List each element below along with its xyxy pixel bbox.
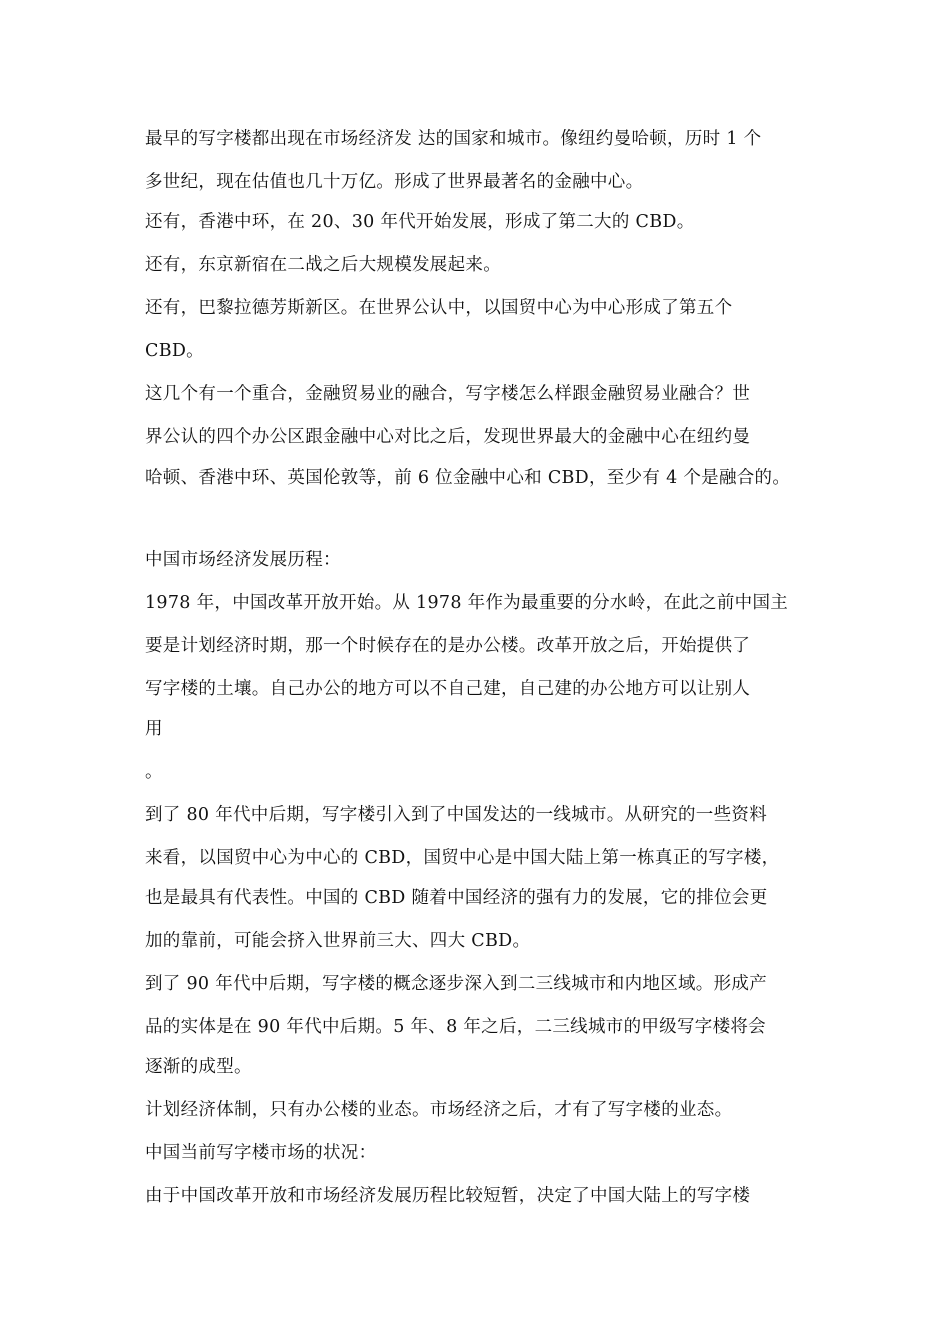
text-line: 到了 80 年代中后期，写字楼引入到了中国发达的一线城市。从研究的一些资料 — [145, 805, 767, 825]
text-line: 最早的写字楼都出现在市场经济发 达的国家和城市。像纽约曼哈顿，历时 1 个 — [145, 129, 762, 149]
text-line: 这几个有一个重合，金融贸易业的融合，写字楼怎么样跟金融贸易业融合？世 — [145, 384, 751, 404]
text-line: 要是计划经济时期，那一个时候存在的是办公楼。改革开放之后，开始提供了 — [145, 636, 751, 656]
text-line: 计划经济体制，只有办公楼的业态。市场经济之后，才有了写字楼的业态。 — [145, 1100, 733, 1120]
text-line: 还有，巴黎拉德芳斯新区。在世界公认中，以国贸中心为中心形成了第五个 — [145, 298, 733, 318]
text-line: 。 — [145, 762, 163, 782]
text-line: 哈顿、香港中环、英国伦敦等，前 6 位金融中心和 CBD，至少有 4 个是融合的。 — [145, 468, 791, 488]
section-heading: 中国当前写字楼市场的状况： — [145, 1143, 377, 1163]
text-line: 用 — [145, 719, 163, 739]
section-heading: 中国市场经济发展历程： — [145, 550, 341, 570]
text-line: 逐渐的成型。 — [145, 1057, 252, 1077]
text-line: 来看，以国贸中心为中心的 CBD，国贸中心是中国大陆上第一栋真正的写字楼， — [145, 848, 780, 868]
text-line: 到了 90 年代中后期，写字楼的概念逐步深入到二三线城市和内地区域。形成产 — [145, 974, 767, 994]
text-line: 也是最具有代表性。中国的 CBD 随着中国经济的强有力的发展，它的排位会更 — [145, 888, 768, 908]
text-line: 还有，东京新宿在二战之后大规模发展起来。 — [145, 255, 501, 275]
text-line: 还有，香港中环，在 20、30 年代开始发展，形成了第二大的 CBD。 — [145, 212, 695, 232]
text-line: CBD。 — [145, 341, 204, 361]
text-line: 多世纪，现在估值也几十万亿。形成了世界最著名的金融中心。 — [145, 172, 644, 192]
text-line: 品的实体是在 90 年代中后期。5 年、8 年之后，二三线城市的甲级写字楼将会 — [145, 1017, 766, 1037]
text-line: 加的靠前，可能会挤入世界前三大、四大 CBD。 — [145, 931, 531, 951]
text-line: 由于中国改革开放和市场经济发展历程比较短暂，决定了中国大陆上的写字楼 — [145, 1186, 751, 1206]
text-line: 1978 年，中国改革开放开始。从 1978 年作为最重要的分水岭，在此之前中国主 — [145, 593, 789, 613]
text-line: 界公认的四个办公区跟金融中心对比之后，发现世界最大的金融中心在纽约曼 — [145, 427, 751, 447]
text-line: 写字楼的土壤。自己办公的地方可以不自己建，自己建的办公地方可以让别人 — [145, 679, 751, 699]
